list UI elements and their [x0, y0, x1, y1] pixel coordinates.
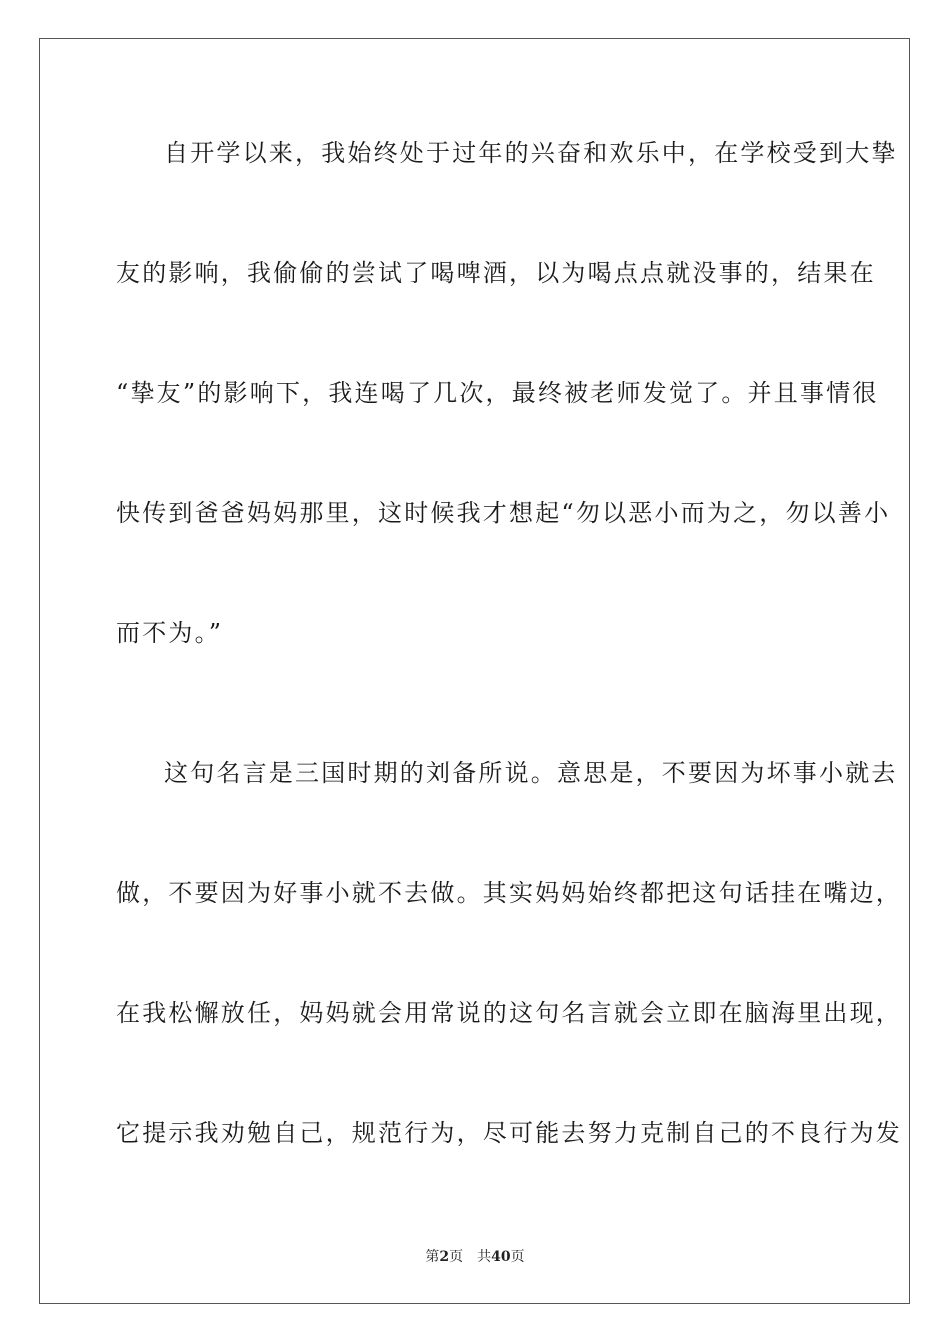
paragraph-2-line-2: 做，不要因为好事小就不去做。其实妈妈始终都把这句话挂在嘴边， [116, 879, 902, 907]
paragraph-1-line-1: 自开学以来，我始终处于过年的兴奋和欢乐中，在学校受到大挚 [164, 139, 898, 167]
paragraph-1-line-3: “挚友”的影响下，我连喝了几次，最终被老师发觉了。并且事情很 [116, 379, 879, 407]
total-suffix: 页 [510, 1249, 525, 1265]
total-prefix: 共 [477, 1249, 492, 1265]
page-current-number: 2 [439, 1249, 450, 1265]
page-border [39, 38, 910, 1304]
page-footer [0, 1248, 950, 1266]
paragraph-2-line-3: 在我松懈放任，妈妈就会用常说的这句名言就会立即在脑海里出现， [116, 999, 902, 1027]
page-prefix: 第 [425, 1249, 440, 1265]
page-total-number: 40 [491, 1249, 511, 1265]
page-suffix: 页 [449, 1249, 464, 1265]
paragraph-1-line-2: 友的影响，我偷偷的尝试了喝啤酒，以为喝点点就没事的，结果在 [116, 259, 876, 287]
paragraph-2-line-1: 这句名言是三国时期的刘备所说。意思是，不要因为坏事小就去 [164, 759, 898, 787]
paragraph-1-line-4: 快传到爸爸妈妈那里，这时候我才想起“勿以恶小而为之，勿以善小 [116, 499, 891, 527]
paragraph-2-line-4: 它提示我劝勉自己，规范行为，尽可能去努力克制自己的不良行为发 [116, 1119, 902, 1147]
paragraph-1-line-5: 而不为。” [116, 619, 224, 647]
